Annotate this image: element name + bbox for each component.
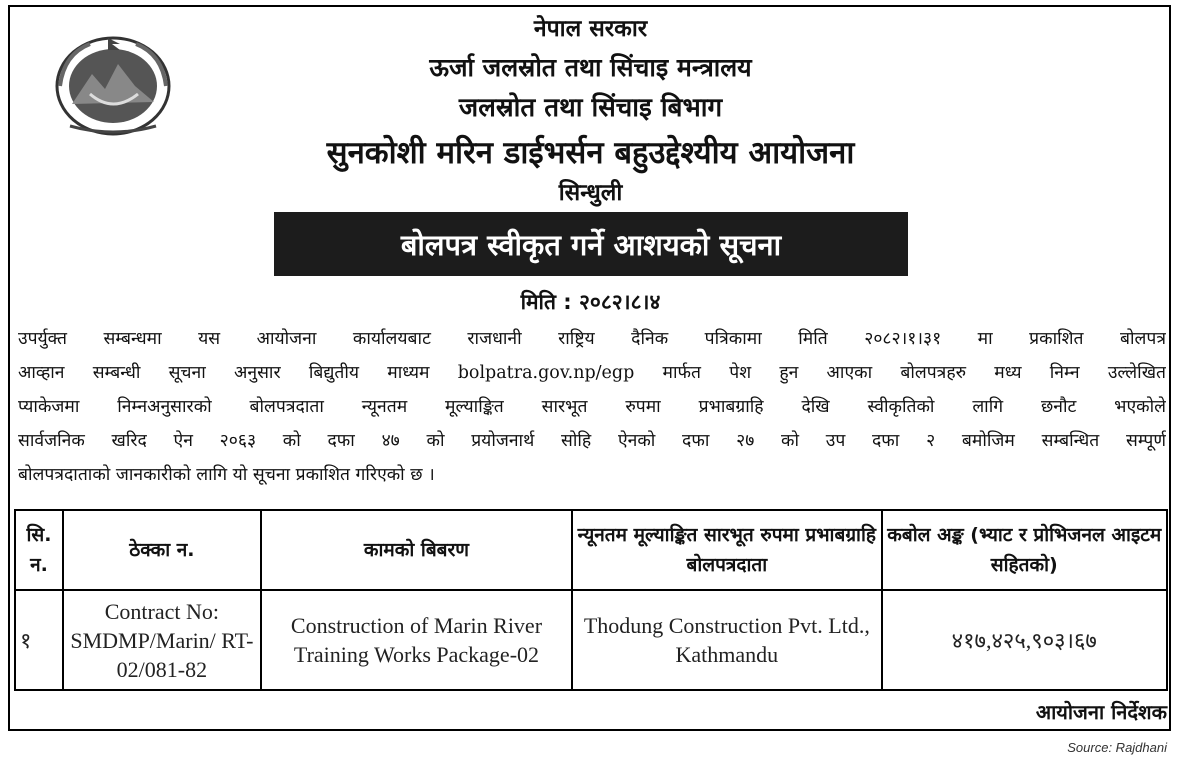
source-credit: Source: Rajdhani xyxy=(1067,740,1167,755)
government-heading: नेपाल सरकार xyxy=(533,16,648,42)
cell-bidder: Thodung Construction Pvt. Ltd., Kathmandu xyxy=(572,590,881,690)
award-table xyxy=(14,509,1168,691)
notice-title-banner xyxy=(274,212,908,276)
col-header-amount: कबोल अङ्क (भ्याट र प्रोभिजनल आइटम सहितको) xyxy=(882,510,1168,590)
signature-title: आयोजना निर्देशक xyxy=(1035,700,1167,724)
cell-description: Construction of Marin River Training Works Package-02 xyxy=(261,590,572,690)
body-line: सार्वजनिक खरिद ऐन २०६३ को दफा ४७ को प्रयोजनार्थ सोहि ऐनको दफा २७ को उप दफा २ बमोजिम सम्बन्धित सम्पूर्ण xyxy=(18,431,1166,451)
body-line: प्याकेजमा निम्नअनुसारको बोलपत्रदाता न्यूनतम मूल्याङ्कित सारभूत रुपमा प्रभाबग्राहि देखि स्वीकृतिको लागि छनौट भएकोले xyxy=(18,397,1166,417)
table-header-row xyxy=(15,510,1167,590)
cell-amount: ४१७,४२५,९०३।६७ xyxy=(882,590,1168,690)
cell-contract: Contract No: SMDMP/Marin/ RT-02/081-82 xyxy=(63,590,261,690)
department-heading: जलस्रोत तथा सिंचाइ बिभाग xyxy=(458,93,723,123)
notice-date: मिति : २०८२।८।४ xyxy=(520,290,661,314)
cell-sn: १ xyxy=(15,590,63,690)
body-line: बोलपत्रदाताको जानकारीको लागि यो सूचना प्रकाशित गरिएको छ । xyxy=(18,465,435,485)
body-line: उपर्युक्त सम्बन्धमा यस आयोजना कार्यालयबाट राजधानी राष्ट्रिय दैनिक पत्रिकामा मिति २०८२।१।३१ मा प्रकाशित बोलपत्र xyxy=(18,329,1166,349)
col-header-bidder: न्यूनतम मूल्याङ्कित सारभूत रुपमा प्रभाबग्राहि बोलपत्रदाता xyxy=(572,510,881,590)
notice-title: बोलपत्र स्वीकृत गर्ने आशयको सूचना xyxy=(400,227,782,262)
col-header-sn: सि. न. xyxy=(15,510,63,590)
body-line: आव्हान सम्बन्धी सूचना अनुसार बिद्युतीय माध्यम bolpatra.gov.np/egp मार्फत पेश हुन आएका बोलपत्रहरु मध्य निम्न उल्लेखित xyxy=(18,363,1166,383)
notice-body xyxy=(18,322,1166,492)
project-heading: सुनकोशी मरिन डाईभर्सन बहुउद्देश्यीय आयोजना xyxy=(326,135,855,171)
col-header-description: कामको बिबरण xyxy=(261,510,572,590)
district-heading: सिन्धुली xyxy=(558,180,623,206)
ministry-heading: ऊर्जा जलस्रोत तथा सिंचाइ मन्त्रालय xyxy=(429,53,752,82)
col-header-contract: ठेक्का न. xyxy=(63,510,261,590)
table-row xyxy=(15,590,1167,690)
